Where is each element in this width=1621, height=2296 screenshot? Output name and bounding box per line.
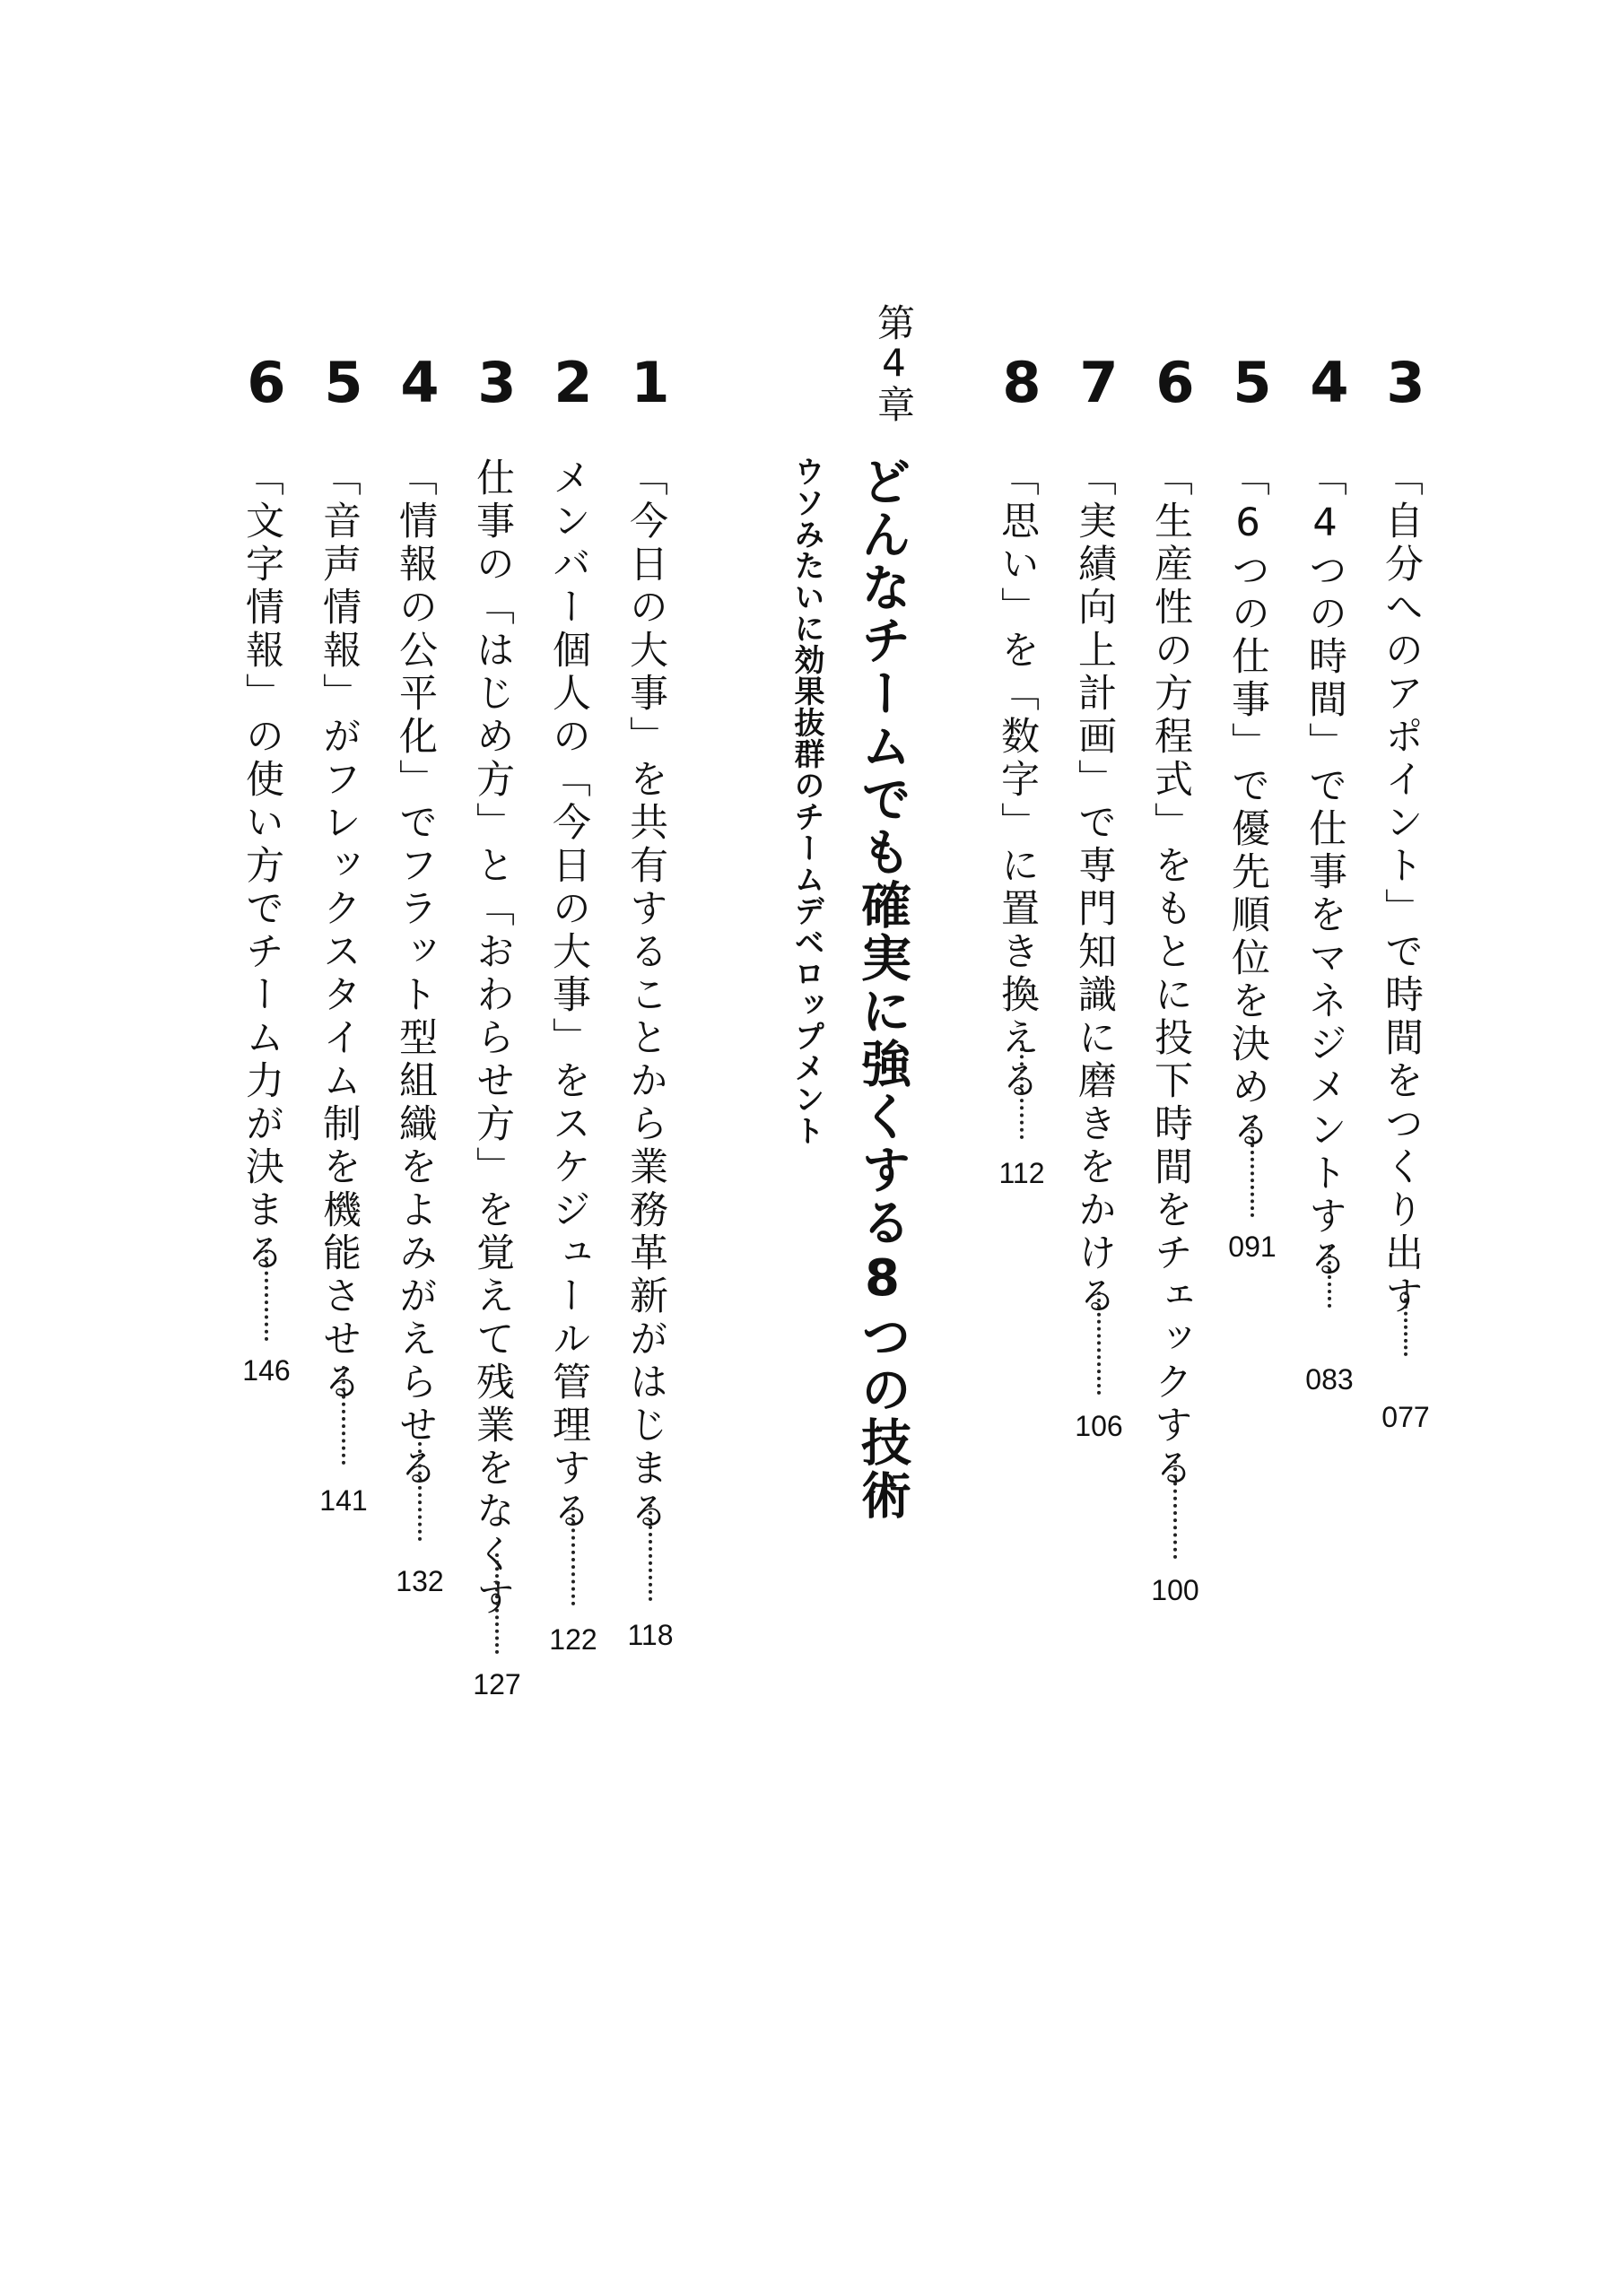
entry-page-number: 077 (1381, 1401, 1430, 1433)
entry-page-number: 141 (319, 1484, 368, 1517)
entry-number: 8 (1002, 350, 1041, 415)
entry-number: 3 (1386, 350, 1425, 415)
entry-page-number: 127 (473, 1668, 521, 1700)
entry-number: 5 (1233, 350, 1272, 415)
dot-leader (1251, 1123, 1254, 1217)
entry-title: 「文字情報」の使い方でチーム力が決まる (240, 457, 284, 1275)
dot-leader (1020, 1040, 1024, 1139)
entry-number: 1 (631, 350, 670, 415)
entry-title: 「実績向上計画」で専門知識に磨きをかける (1072, 457, 1117, 1318)
dot-leader (1404, 1292, 1407, 1356)
entry-page-number: 132 (396, 1565, 444, 1597)
entry-title: 「生産性の方程式」をもとに投下時間をチェックする (1148, 457, 1193, 1491)
entry-number: 2 (553, 350, 593, 415)
chapter-label: 第4章 (872, 303, 916, 422)
entry-number: 4 (400, 350, 440, 415)
dot-leader (1328, 1247, 1331, 1308)
entry-title: 「自分へのアポイント」で時間をつくり出す (1379, 457, 1424, 1318)
dot-leader (571, 1507, 575, 1605)
entry-page-number: 118 (627, 1619, 674, 1651)
entry-title: 「思い」を「数字」に置き換える (995, 457, 1040, 1103)
chapter-title[interactable]: どんなチームでも確実に強くする8つの技術 (853, 456, 911, 1522)
entry-page-number: 112 (998, 1157, 1045, 1189)
dot-leader (1173, 1460, 1177, 1559)
entry-page-number: 122 (549, 1623, 597, 1656)
entry-number: 6 (1155, 350, 1195, 415)
entry-title: 「6つの仕事」で優先順位を決める (1225, 457, 1270, 1152)
entry-page-number: 083 (1305, 1363, 1354, 1396)
entry-page-number: 146 (242, 1354, 291, 1387)
dot-leader (649, 1504, 652, 1601)
entry-number: 7 (1079, 350, 1119, 415)
entry-title: 仕事の「はじめ方」と「おわらせ方」を覚えて残業をなくす (470, 457, 515, 1620)
dot-leader (265, 1242, 268, 1341)
entry-title: 「4つの時間」で仕事をマネジメントする (1303, 457, 1347, 1282)
entry-page-number: 091 (1228, 1231, 1277, 1263)
entry-title: 「情報の公平化」でフラット型組織をよみがえらせる (393, 457, 438, 1491)
dot-leader (342, 1366, 345, 1465)
dot-leader (1097, 1292, 1101, 1395)
chapter-subtitle: ウソみたいに効果抜群のチームデベロップメント (789, 456, 824, 1146)
entry-page-number: 100 (1151, 1574, 1199, 1606)
entry-number: 3 (477, 350, 517, 415)
entry-title: メンバー個人の「今日の大事」をスケジュール管理する (546, 457, 591, 1534)
entry-page-number: 106 (1075, 1410, 1123, 1442)
entry-number: 5 (324, 350, 363, 415)
entry-title: 「今日の大事」を共有することから業務革新がはじまる (623, 457, 668, 1534)
entry-title: 「音声情報」がフレックスタイム制を機能させる (317, 457, 362, 1405)
entry-number: 6 (247, 350, 286, 415)
dot-leader (495, 1553, 499, 1654)
dot-leader (418, 1442, 422, 1541)
entry-number: 4 (1310, 350, 1349, 415)
